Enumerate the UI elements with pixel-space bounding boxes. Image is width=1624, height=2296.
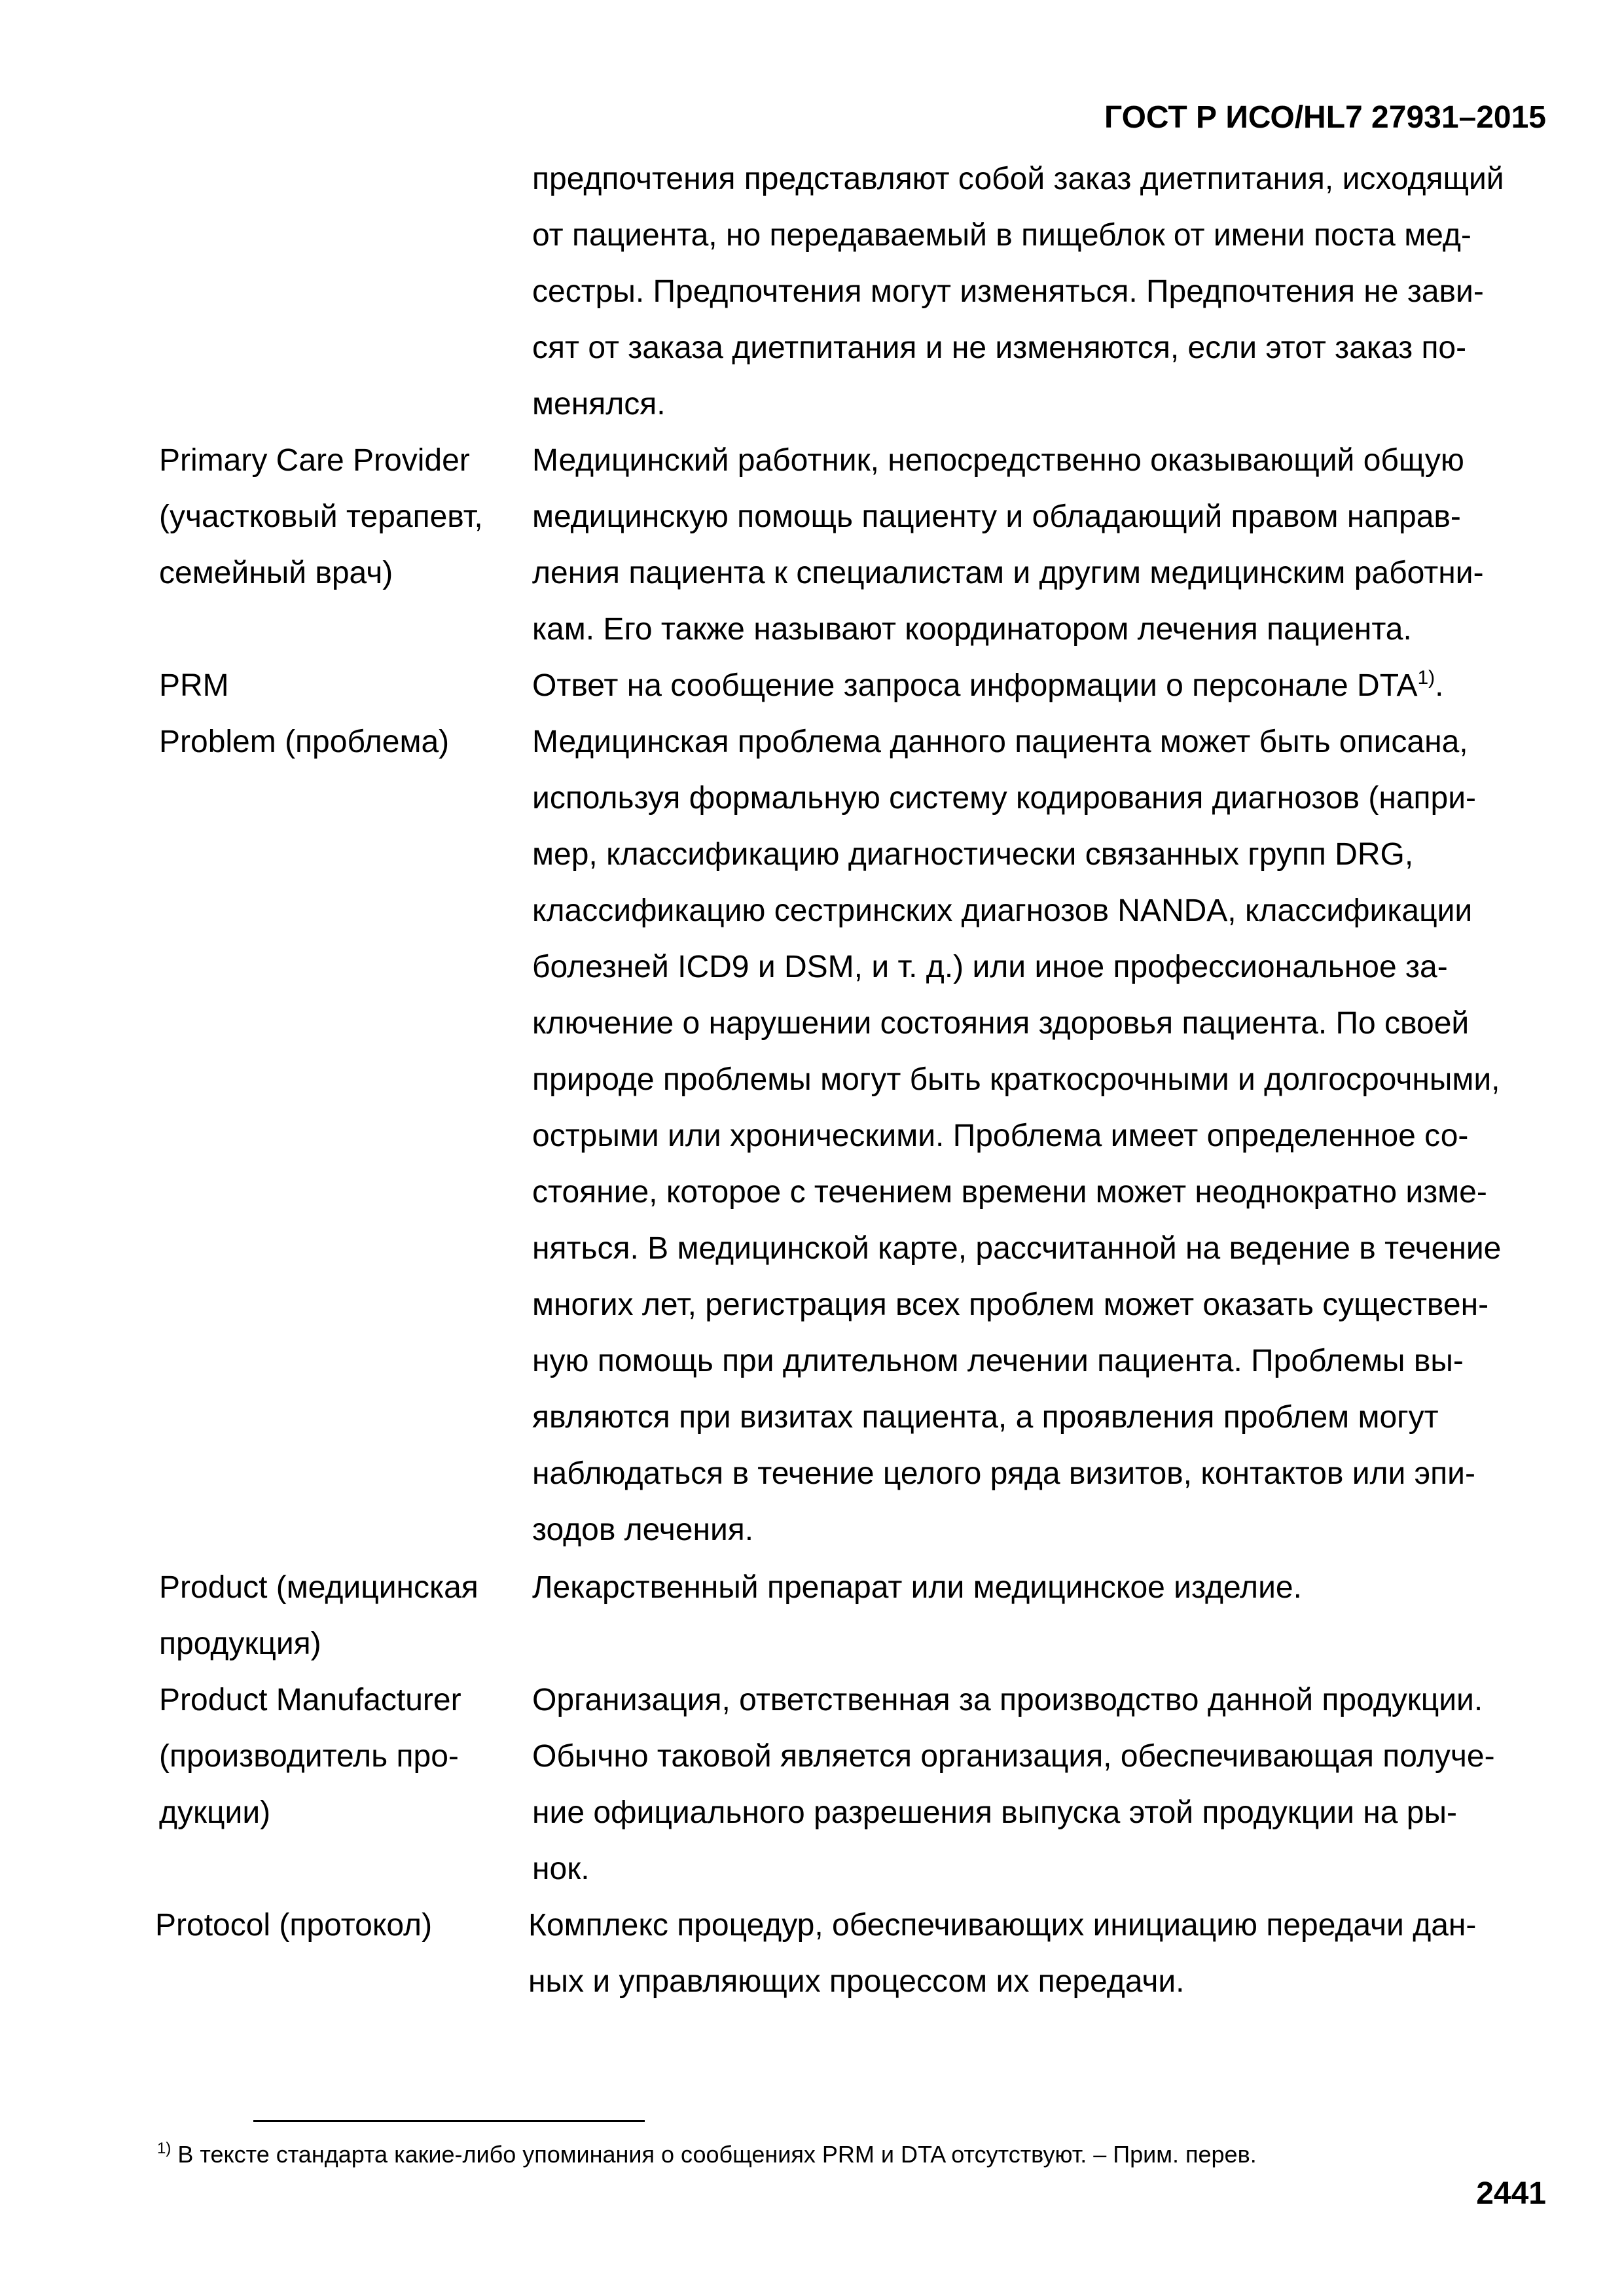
definition-line: классификацию сестринских диагнозов NANDA, классификации bbox=[532, 893, 1473, 928]
definition-line: медицинскую помощь пациенту и обладающий правом направ- bbox=[532, 499, 1461, 534]
text-line: предпочтения представляют собой заказ диетпитания, исходящий bbox=[532, 162, 1504, 196]
text-line: сят от заказа диетпитания и не изменяются, если этот заказ по- bbox=[532, 331, 1467, 365]
glossary-definition bbox=[528, 1897, 1549, 2010]
definition-line: Медицинская проблема данного пациента может быть описана, bbox=[532, 725, 1468, 759]
page-number: 2441 bbox=[1476, 2176, 1546, 2211]
definition-line: природе проблемы могут быть краткосрочными и долгосрочными, bbox=[532, 1062, 1500, 1097]
definition-line: Организация, ответственная за производство данной продукции. bbox=[532, 1683, 1483, 1717]
definition-line: нок. bbox=[532, 1852, 590, 1886]
definition-line: Медицинский работник, непосредственно оказывающий общую bbox=[532, 443, 1464, 478]
definition-line: острыми или хроническими. Проблема имеет определенное со- bbox=[532, 1119, 1469, 1153]
definition-line: многих лет, регистрация всех проблем может оказать существен- bbox=[532, 1287, 1489, 1322]
footnote bbox=[157, 2135, 1257, 2174]
definition-line: зодов лечения. bbox=[532, 1513, 754, 1547]
definition-line: ных и управляющих процессом их передачи. bbox=[528, 1964, 1185, 1999]
term-line: Protocol (протокол) bbox=[155, 1908, 433, 1943]
term-line: PRM bbox=[159, 668, 229, 703]
glossary-definition bbox=[532, 433, 1553, 658]
term-line: Problem (проблема) bbox=[159, 725, 450, 759]
term-line: (участковый терапевт, bbox=[159, 499, 483, 534]
document-header: ГОСТ Р ИСО/HL7 27931–2015 bbox=[1104, 100, 1546, 135]
term-line: продукция) bbox=[159, 1626, 321, 1661]
definition-end: . bbox=[1435, 668, 1444, 703]
footnote-marker: 1) bbox=[157, 2140, 171, 2157]
term-line: Primary Care Provider bbox=[159, 443, 470, 478]
glossary-term bbox=[155, 1897, 509, 1954]
footnote-separator bbox=[253, 2120, 645, 2122]
footnote-text: В тексте стандарта какие-либо упоминания о сообщениях PRM и DTA отсутствуют. – Прим. перев. bbox=[171, 2141, 1257, 2168]
glossary-term bbox=[159, 1672, 513, 1841]
glossary-term bbox=[159, 714, 513, 770]
definition-line: Лекарственный препарат или медицинское изделие. bbox=[532, 1570, 1302, 1605]
text-line: от пациента, но передаваемый в пищеблок от имени поста мед- bbox=[532, 218, 1471, 253]
definition-line: используя формальную систему кодирования диагнозов (напри- bbox=[532, 781, 1477, 816]
text-line: менялся. bbox=[532, 387, 666, 422]
definition-line: стояние, которое с течением времени может неоднократно изме- bbox=[532, 1175, 1487, 1210]
term-line: Product (медицинская bbox=[159, 1570, 478, 1605]
term-line: семейный врач) bbox=[159, 556, 393, 590]
definition-line: Комплекс процедур, обеспечивающих инициацию передачи дан- bbox=[528, 1908, 1477, 1943]
definition-line: наблюдаться в течение целого ряда визитов, контактов или эпи- bbox=[532, 1456, 1475, 1491]
term-line: (производитель про- bbox=[159, 1739, 459, 1774]
definition-line: являются при визитах пациента, а проявления проблем могут bbox=[532, 1400, 1439, 1435]
definition-line: мер, классификацию диагностически связанных групп DRG, bbox=[532, 837, 1414, 872]
glossary-definition bbox=[532, 714, 1553, 1558]
continuation-text bbox=[532, 151, 1553, 433]
footnote-reference[interactable]: 1) bbox=[1417, 667, 1435, 689]
definition-line: ную помощь при длительном лечении пациента. Проблемы вы- bbox=[532, 1344, 1464, 1378]
term-line: Product Manufacturer bbox=[159, 1683, 461, 1717]
glossary-term bbox=[159, 433, 513, 601]
definition-line: няться. В медицинской карте, рассчитанной на ведение в течение bbox=[532, 1231, 1502, 1266]
definition-line: ключение о нарушении состояния здоровья пациента. По своей bbox=[532, 1006, 1470, 1041]
glossary-definition bbox=[532, 1672, 1553, 1897]
glossary-definition bbox=[532, 1560, 1553, 1616]
definition-line bbox=[532, 658, 1553, 714]
definition-line: кам. Его также называют координатором лечения пациента. bbox=[532, 612, 1412, 647]
definition-line: Обычно таковой является организация, обеспечивающая получе- bbox=[532, 1739, 1495, 1774]
definition-line: ления пациента к специалистам и другим медицинским работни- bbox=[532, 556, 1484, 590]
text-line: сестры. Предпочтения могут изменяться. Предпочтения не зави- bbox=[532, 274, 1484, 309]
glossary-term bbox=[159, 1560, 513, 1672]
glossary-term bbox=[159, 658, 513, 714]
term-line: дукции) bbox=[159, 1795, 271, 1830]
definition-line: ние официального разрешения выпуска этой продукции на ры- bbox=[532, 1795, 1457, 1830]
glossary-definition bbox=[532, 658, 1553, 714]
definition-text: Ответ на сообщение запроса информации о персонале DTA bbox=[532, 668, 1418, 703]
definition-line: болезней ICD9 и DSM, и т. д.) или иное профессиональное за- bbox=[532, 950, 1448, 984]
